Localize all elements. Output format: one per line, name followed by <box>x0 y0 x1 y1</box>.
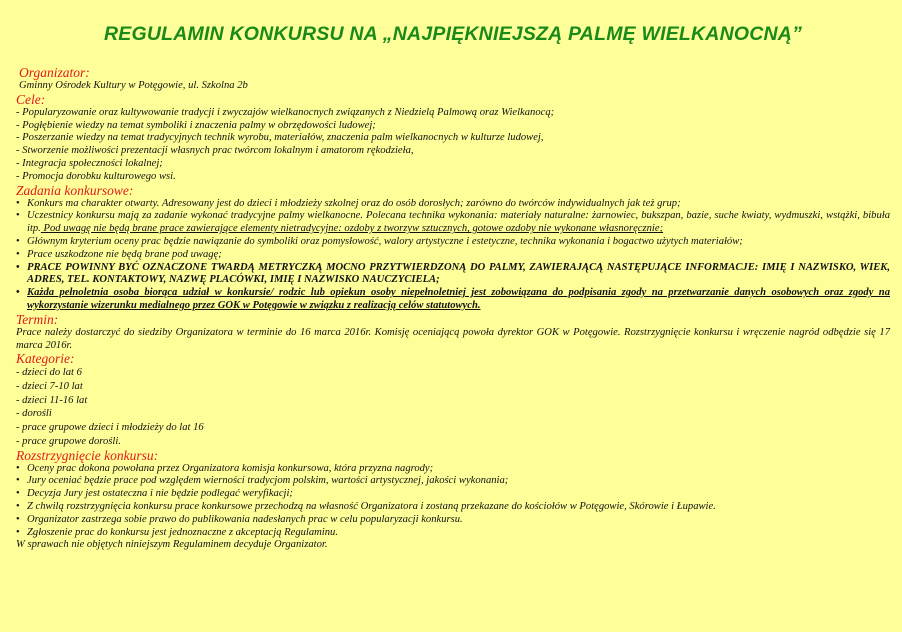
list-item: • Z chwilą rozstrzygnięcia konkursu prace konkursowe przechodzą na własność Organizatora i zostaną przekazane do kościołów w Potęgowie, Skórowie i Łupawie. <box>16 501 890 514</box>
list-item: • Zgłoszenie prac do konkursu jest jednoznaczne z akceptacją Regulaminu. <box>16 527 890 540</box>
list-item: • Każda pełnoletnia osoba biorąca udział w konkursie/ rodzic lub opiekun osoby niepełnoletniej jest zobowiązana do podpisania zgody na przetwarzanie danych osobowych oraz zgody na wykorzystanie wizerunku medialnego przez GOK w Potęgowie w związku z realizacją celów statutowych. <box>16 287 890 313</box>
rozstrzygniecie-footer: W sprawach nie objętych niniejszym Regulaminem decyduje Organizator. <box>16 539 328 551</box>
rozstrzygniecie-list <box>16 463 890 540</box>
document-title: REGULAMIN KONKURSU NA „NAJPIĘKNIEJSZĄ PALMĘ WIELKANOCNĄ” <box>103 23 803 45</box>
section-kategorie <box>16 352 890 448</box>
list-item: - dzieci 7-10 lat <box>16 381 83 393</box>
section-termin <box>16 313 890 353</box>
list-item: - dzieci 11-16 lat <box>16 394 88 406</box>
cele-item: - Poszerzanie wiedzy na temat tradycyjnych technik wyrobu, materiałów, znaczenia palm wielkanocnych w kulturze ludowej, <box>16 132 544 144</box>
termin-heading: Termin: <box>16 311 59 327</box>
cele-item: - Stworzenie możliwości prezentacji własnych prac twórcom lokalnym i amatorom rękodzieła, <box>16 145 414 157</box>
cele-item: - Promocja dorobku kulturowego wsi. <box>16 170 176 182</box>
zadania-list <box>16 198 890 313</box>
zadania-b2-underlined: Pod uwagę nie będą brane prace zawierające elementy nietradycyjne: ozdoby z tworzyw sztucznych, gotowe ozdoby nie wykonane własnoręcznie; <box>40 223 664 235</box>
list-item: - prace grupowe dzieci i młodzieży do lat 16 <box>16 422 204 434</box>
list-item: • Jury oceniać będzie prace pod względem wierności tradycjom polskim, wartości artystycznej, jakości wykonania; <box>16 475 890 488</box>
kategorie-heading: Kategorie: <box>16 351 75 367</box>
list-item: • Prace uszkodzone nie będą brane pod uwagę; <box>16 249 890 262</box>
cele-item: - Pogłębienie wiedzy na temat symboliki i znaczenia palmy w obrzędowości ludowej; <box>16 119 376 131</box>
cele-heading: Cele: <box>16 91 46 107</box>
section-organizator <box>16 66 890 93</box>
section-zadania <box>16 184 890 313</box>
section-rozstrzygniecie <box>16 449 890 553</box>
list-item: • PRACE POWINNY BYĆ OZNACZONE TWARDĄ METRYCZKĄ MOCNO PRZYTWIERDZONĄ DO PALMY, ZAWIERAJĄCĄ NASTĘPUJĄCE INFORMACJE: IMIĘ I NAZWISKO, WIEK, ADRES, TEL. KONTAKTOWY, NAZWĘ PLACÓWKI, IMIĘ I NAZWISKO NAUCZYCIELA; <box>16 262 890 288</box>
list-item: • Decyzja Jury jest ostateczna i nie będzie podlegać weryfikacji; <box>16 488 890 501</box>
zadania-heading: Zadania konkursowe: <box>16 182 134 198</box>
list-item: • Oceny prac dokona powołana przez Organizatora komisja konkursowa, która przyzna nagrody; <box>16 463 890 476</box>
kategorie-list <box>16 366 890 448</box>
list-item: - dzieci do lat 6 <box>16 367 82 379</box>
list-item: - dorośli <box>16 408 52 420</box>
zadania-b2-text: Uczestnicy konkursu mają za zadanie wykonać tradycyjne palmy wielkanocne. Polecana technika wykonania: materiały naturalne: żarnowiec, bukszpan, bazie, suche kwiaty, wydmuszki, wstążki, bibuła itp. <box>27 210 890 235</box>
termin-text: Prace należy dostarczyć do siedziby Organizatora w terminie do 16 marca 2016r. Komisję oceniającą powoła dyrektor GOK w Potęgowie. Rozstrzygnięcie konkursu i wręczenie nagród odbędzie się 17 marca 2016r. <box>16 326 890 351</box>
section-cele <box>16 93 890 184</box>
list-item: • Głównym kryterium oceny prac będzie nawiązanie do symboliki oraz pomysłowość, walory artystyczne i estetyczne, technika wykonania i bogactwo użytych materiałów; <box>16 236 890 249</box>
list-item: • Organizator zastrzega sobie prawo do publikowania nadesłanych prac w celu popularyzacji konkursu. <box>16 514 890 527</box>
cele-item: - Integracja społeczności lokalnej; <box>16 157 163 169</box>
rozstrzygniecie-heading: Rozstrzygnięcie konkursu: <box>16 447 159 463</box>
organizator-heading: Organizator: <box>19 65 90 80</box>
list-item: - prace grupowe dorośli. <box>16 435 121 447</box>
organizator-text: Gminny Ośrodek Kultury w Potęgowie, ul. Szkolna 2b <box>19 80 248 91</box>
cele-item: - Popularyzowanie oraz kultywowanie tradycji i zwyczajów wielkanocnych związanych z Niedzielą Palmową oraz Wielkanocą; <box>16 106 555 118</box>
list-item <box>16 210 890 236</box>
list-item: • Konkurs ma charakter otwarty. Adresowany jest do dzieci i młodzieży szkolnej oraz do osób dorosłych; zarówno do twórców indywidualnych jak też grup; <box>16 198 890 211</box>
